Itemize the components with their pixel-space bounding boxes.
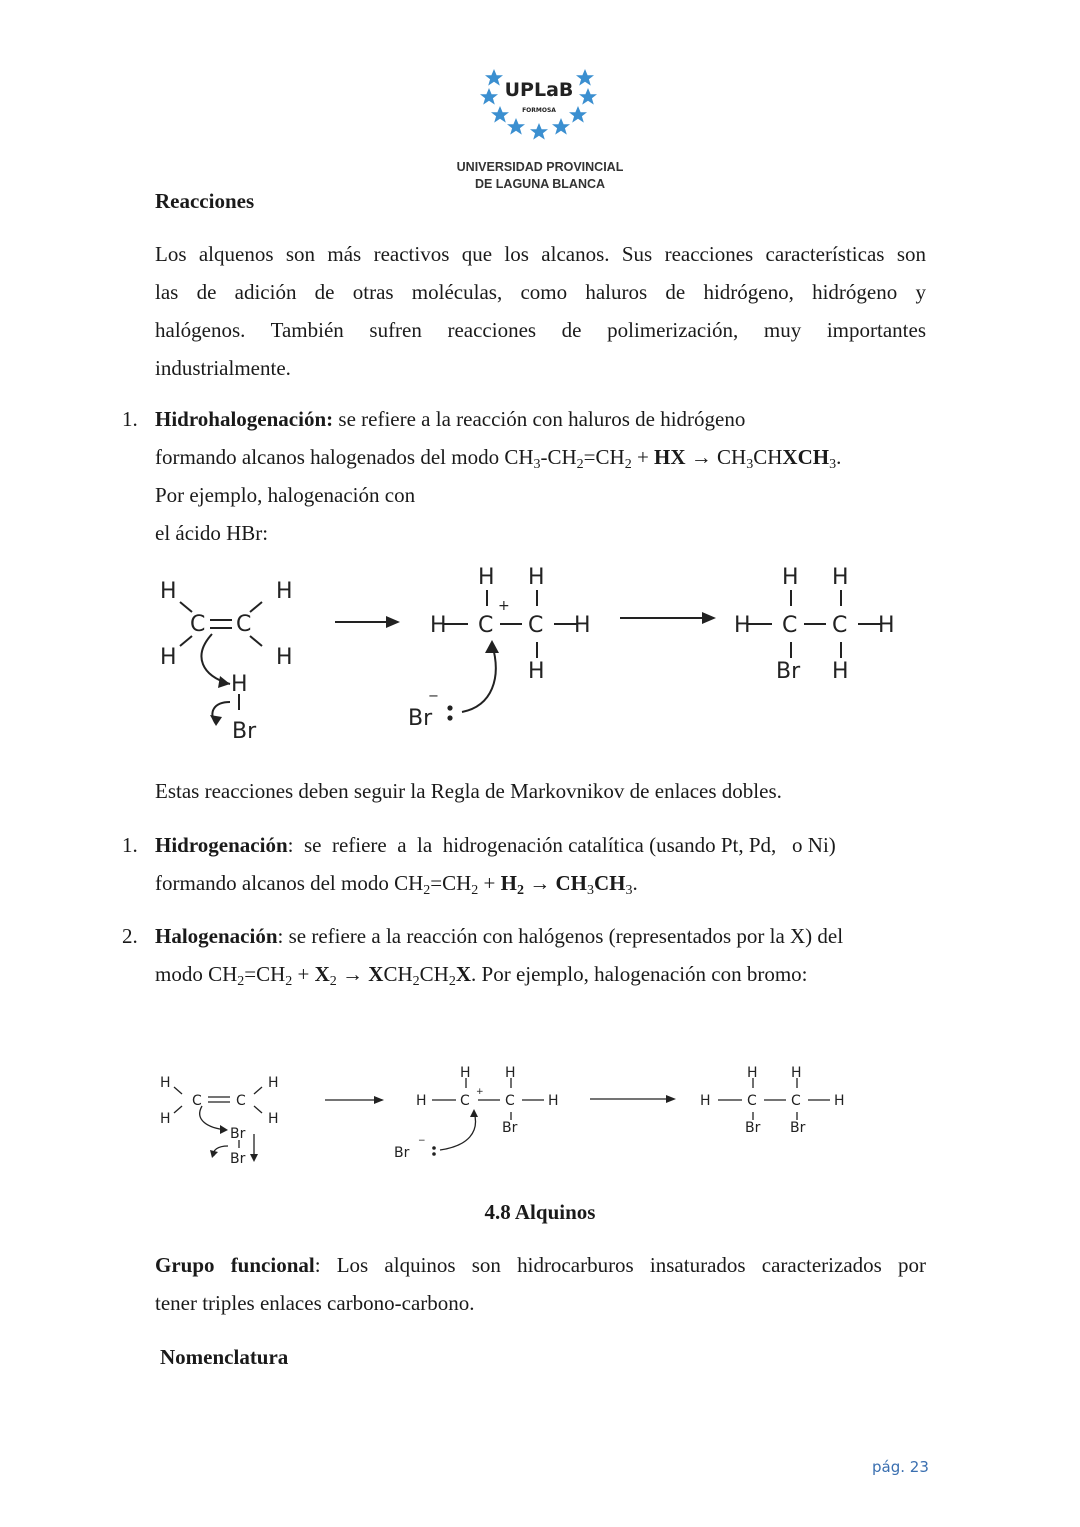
svg-text:H: H — [878, 613, 895, 638]
svg-text:C: C — [236, 612, 252, 637]
svg-text:Br: Br — [408, 706, 433, 731]
svg-text:H: H — [231, 672, 248, 697]
svg-text:H: H — [160, 1075, 171, 1091]
svg-text:H: H — [700, 1093, 711, 1109]
university-name-line2: DE LAGUNA BLANCA — [474, 177, 606, 191]
svg-text:Br: Br — [502, 1120, 518, 1136]
svg-text:C: C — [782, 613, 798, 638]
svg-text:−: − — [418, 1136, 426, 1146]
hidrohalogenacion-formula: formando alcanos halogenados del modo $CH_3-CH_2=CH_2$ + HX → $CH_3CHXCH_3$. — [155, 445, 842, 472]
svg-text:H: H — [548, 1093, 559, 1109]
svg-text:H: H — [574, 613, 591, 638]
svg-text:Br: Br — [230, 1126, 246, 1142]
svg-text:H: H — [268, 1111, 279, 1127]
svg-text:Br: Br — [232, 719, 257, 744]
svg-text:H: H — [160, 1111, 171, 1127]
svg-text:H: H — [478, 565, 495, 590]
svg-text:H: H — [791, 1065, 802, 1081]
list-number: 1. — [122, 407, 138, 431]
svg-text:H: H — [505, 1065, 516, 1081]
halogenacion-formula: modo $CH_2=CH_2 + X_2 \to XCH_2CH_2X$. Por ejemplo, halogenación con bromo: — [155, 962, 808, 989]
hidrohalogenacion-paragraph: Hidrohalogenación: se refiere a la reacción con haluros de hidrógeno formando alcanos halogenados del modo $CH_3-CH_2=CH_2$ + HX → $CH_3CHXCH_3$. Por ejemplo, halogenación con el ácido HBr: — [155, 400, 935, 552]
grupo-funcional-paragraph: Grupo funcional: Los alquinos son hidrocarburos insaturados caracterizados por tener triples enlaces carbono-carbono. — [155, 1253, 926, 1315]
svg-text:H: H — [832, 659, 849, 684]
svg-text:C: C — [190, 612, 206, 637]
svg-text:H: H — [834, 1093, 845, 1109]
page-number: pág. 23 — [872, 1458, 929, 1476]
svg-text:H: H — [276, 579, 293, 604]
svg-text:C: C — [192, 1093, 202, 1109]
hidrogenacion-formula: formando alcanos del modo $CH_2=CH_2 + H_2 \to CH_3CH_3$. — [155, 871, 638, 898]
svg-text:C: C — [505, 1093, 515, 1109]
svg-text:C: C — [747, 1093, 757, 1109]
svg-text:C: C — [460, 1093, 470, 1109]
svg-text:H: H — [416, 1093, 427, 1109]
br2-addition-mechanism-diagram — [150, 1062, 870, 1172]
hbr-addition-mechanism-diagram — [150, 560, 910, 750]
svg-text:H: H — [268, 1075, 279, 1091]
svg-text:Br: Br — [230, 1151, 246, 1167]
section-heading-nomenclatura: Nomenclatura — [160, 1345, 289, 1369]
svg-text:H: H — [528, 659, 545, 684]
svg-text:H: H — [734, 613, 751, 638]
svg-text:Br: Br — [790, 1120, 806, 1136]
svg-text:Br: Br — [394, 1145, 410, 1161]
list-number: 1. — [122, 833, 138, 857]
svg-text:C: C — [478, 613, 494, 638]
svg-text:H: H — [430, 613, 447, 638]
svg-text:Br: Br — [745, 1120, 761, 1136]
svg-text:+: + — [476, 1087, 484, 1097]
svg-text:H: H — [782, 565, 799, 590]
svg-text:H: H — [832, 565, 849, 590]
svg-text:H: H — [460, 1065, 471, 1081]
svg-text:C: C — [791, 1093, 801, 1109]
section-heading-alquinos: 4.8 Alquinos — [484, 1200, 596, 1224]
svg-text:H: H — [160, 579, 177, 604]
intro-paragraph: Los alquenos son más reactivos que los alcanos. Sus reacciones características son las de adición de otras moléculas, como haluros de hidrógeno, hidrógeno y halógenos. También sufren reacciones de polimerización, muy importantes industrialmente. — [155, 242, 926, 380]
svg-text:Br: Br — [776, 659, 801, 684]
svg-text:H: H — [160, 645, 177, 670]
university-name-line1: UNIVERSIDAD PROVINCIAL — [456, 160, 624, 174]
markovnikov-note: Estas reacciones deben seguir la Regla de Markovnikov de enlaces dobles. — [155, 779, 782, 803]
svg-text:+: + — [498, 598, 510, 614]
svg-text:C: C — [236, 1093, 246, 1109]
logo-subtext: FORMOSA — [522, 107, 556, 114]
svg-text:C: C — [832, 613, 848, 638]
section-heading-reacciones: Reacciones — [155, 189, 255, 213]
svg-text:H: H — [276, 645, 293, 670]
svg-text:−: − — [428, 689, 439, 704]
university-logo — [440, 64, 640, 190]
halogenacion-paragraph: Halogenación: se refiere a la reacción con halógenos (representados por la X) del modo $CH_2=CH_2 + X_2 \to XCH_2CH_2X$. Por ejemplo, halogenación con bromo: — [155, 917, 926, 993]
svg-text:H: H — [528, 565, 545, 590]
list-number: 2. — [122, 924, 138, 948]
hidrogenacion-paragraph: Hidrogenación: se refiere a la hidrogenación catalítica (usando Pt, Pd, o Ni) formando alcanos del modo $CH_2=CH_2 + H_2 \to CH_3CH_3$. — [155, 826, 926, 902]
svg-text:C: C — [528, 613, 544, 638]
svg-text:H: H — [747, 1065, 758, 1081]
logo-text: UPLaB — [504, 79, 574, 101]
star-ring-icon — [440, 64, 640, 144]
